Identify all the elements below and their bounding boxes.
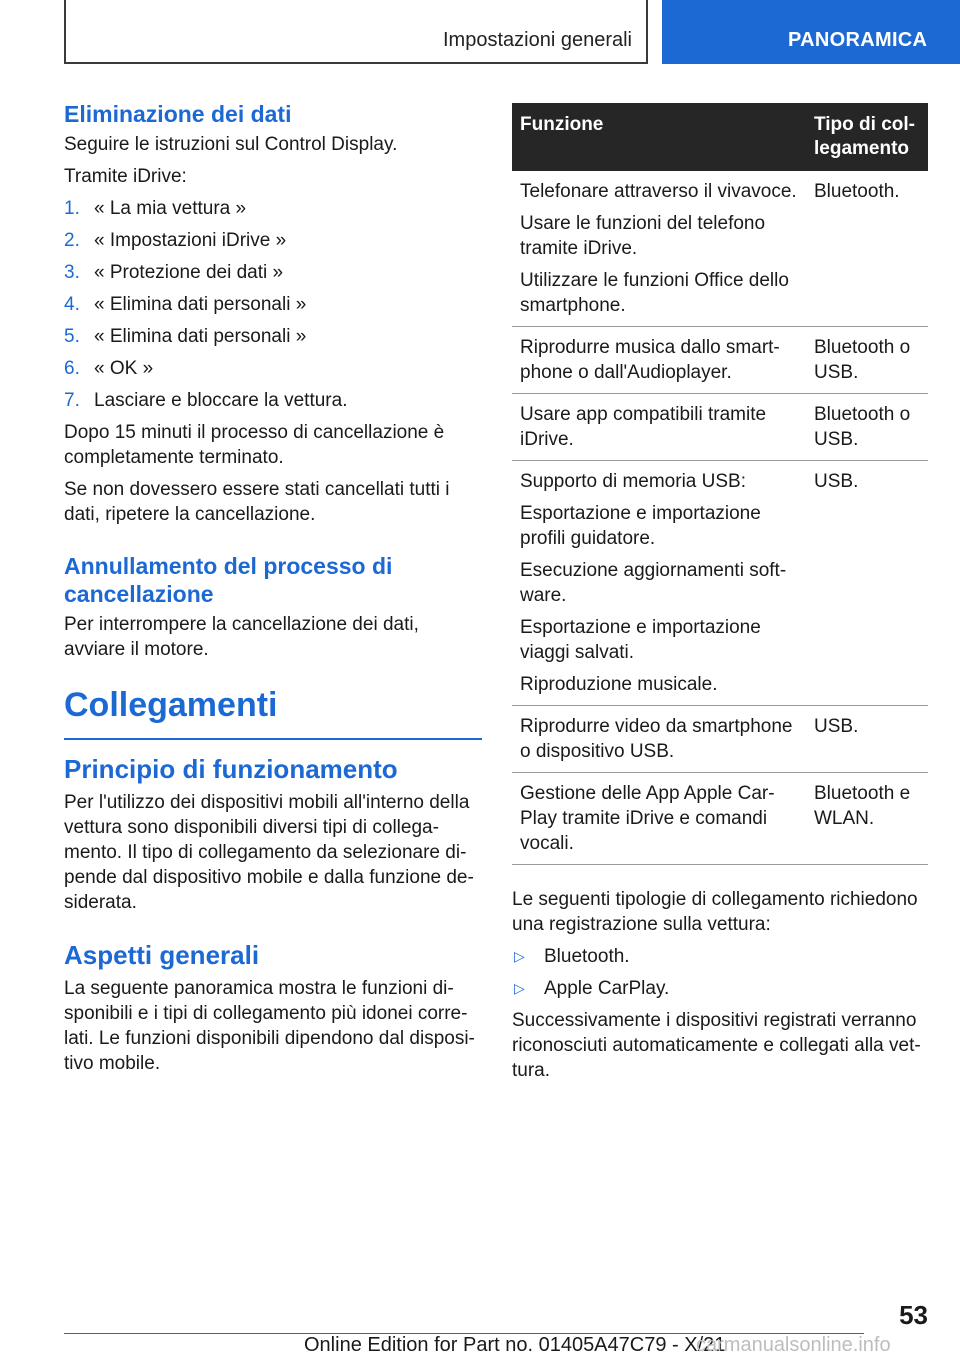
deletion-steps-list [64,196,482,413]
table-row [512,773,928,865]
function-text: Riprodurre video da smartphone o dispositivo USB. [520,716,793,762]
step-text: « OK » [94,358,154,379]
step-text: « Elimina dati personali » [94,326,307,347]
general-text: La seguente panoramica mostra le funzioni di-sponibili e i tipi di collegamento più idonei corre-lati. Le funzioni disponibili dipendono dal disposi-tivo mobile. [64,978,475,1074]
step-item [64,196,482,221]
table-row [512,706,928,773]
connection-type-cell: Bluetooth. [806,171,928,327]
function-text: Telefonare attraverso il vivavoce. [520,181,797,202]
principle-text: Per l'utilizzo dei dispositivi mobili all'interno della vettura sono disponibili diversi tipi di collega-mento. Il tipo di collegamento da selezionare di-pende dal dispositivo mobile e dalla funzione de-siderata. [64,792,474,913]
function-text: Gestione delle App Apple Car-Play tramite iDrive e comandi vocali. [520,783,775,854]
list-item [512,976,928,1001]
function-text: Usare le funzioni del telefono tramite iDrive. [520,213,766,259]
function-text: Esportazione e importazione viaggi salvati. [520,617,761,663]
delete-via-text: Tramite iDrive: [64,166,187,187]
step-number: 6. [64,358,80,379]
table-row [512,171,928,327]
heading-principle: Principio di funzionamento [64,754,398,784]
registration-text: Le seguenti tipologie di collegamento richiedono una registrazione sulla vettura: [512,889,918,935]
step-number: 3. [64,262,80,283]
function-text: Esportazione e importazione profili guidatore. [520,503,761,549]
step-text: « Impostazioni iDrive » [94,230,287,251]
completion-text: Dopo 15 minuti il processo di cancellazione è completamente terminato. [64,422,445,468]
connection-type-cell: Bluetooth o USB. [806,394,928,461]
footer-watermark: carmanualsonline.info [696,1334,891,1356]
header-section-title: Impostazioni generali [443,29,632,51]
triangle-bullet-icon: ▷ [514,948,525,964]
step-number: 4. [64,294,80,315]
step-text: « La mia vettura » [94,198,247,219]
repeat-text: Se non dovessero essere stati cancellati tutti i dati, ripetere la cancellazione. [64,479,450,525]
connection-type-cell: Bluetooth o USB. [806,327,928,394]
step-item [64,228,482,253]
step-item [64,292,482,317]
function-cell [512,461,806,706]
step-text: Lasciare e bloccare la vettura. [94,390,348,411]
step-item [64,324,482,349]
function-cell [512,773,806,865]
header-section-box [64,0,648,64]
function-text: Esecuzione aggiornamenti soft-ware. [520,560,787,606]
step-item [64,388,482,413]
right-column [512,103,928,1090]
connection-table [512,103,928,865]
step-number: 1. [64,198,80,219]
function-text: Riprodurre musica dallo smart-phone o dall'Audioplayer. [520,337,780,383]
table-row [512,461,928,706]
registration-list [512,944,928,1001]
heading-data-deletion: Eliminazione dei dati [64,101,292,127]
left-column [64,100,482,1083]
table-row [512,394,928,461]
spacer [64,534,482,552]
step-text: « Elimina dati personali » [94,294,307,315]
header-function: Funzione [512,103,806,171]
step-item [64,356,482,381]
step-number: 7. [64,390,80,411]
heading-connections: Collegamenti [64,684,482,740]
connection-type-cell: Bluetooth e WLAN. [806,773,928,865]
closing-text: Successivamente i dispositivi registrati verranno riconosciuti automaticamente e collegati alla vet-tura. [512,1010,921,1081]
spacer [64,922,482,940]
header-tab-panoramica[interactable]: PANORAMICA [662,0,960,64]
connection-type-cell: USB. [806,461,928,706]
footer-edition-text: Online Edition for Part no. 01405A47C79 - X/21 [304,1334,726,1356]
function-text: Supporto di memoria USB: [520,471,746,492]
function-text: Usare app compatibili tramite iDrive. [520,404,767,450]
page-number: 53 [899,1300,928,1330]
function-cell [512,706,806,773]
table-row [512,327,928,394]
function-text: Riproduzione musicale. [520,674,718,695]
function-text: Utilizzare le funzioni Office dello smartphone. [520,270,789,316]
list-item [512,944,928,969]
table-header-row [512,103,928,171]
list-item-text: Apple CarPlay. [544,978,670,999]
step-number: 2. [64,230,80,251]
step-text: « Protezione dei dati » [94,262,284,283]
connection-type-cell: USB. [806,706,928,773]
function-cell [512,394,806,461]
heading-cancel-deletion: Annullamento del processo di cancellazione [64,553,393,607]
step-item [64,260,482,285]
heading-general: Aspetti generali [64,940,260,970]
function-cell [512,327,806,394]
list-item-text: Bluetooth. [544,946,630,967]
step-number: 5. [64,326,80,347]
header-connection-type: Tipo di col-legamento [806,103,928,171]
delete-intro-text: Seguire le istruzioni sul Control Display. [64,134,398,155]
cancel-text: Per interrompere la cancellazione dei dati, avviare il motore. [64,614,419,660]
triangle-bullet-icon: ▷ [514,980,525,996]
function-cell [512,171,806,327]
